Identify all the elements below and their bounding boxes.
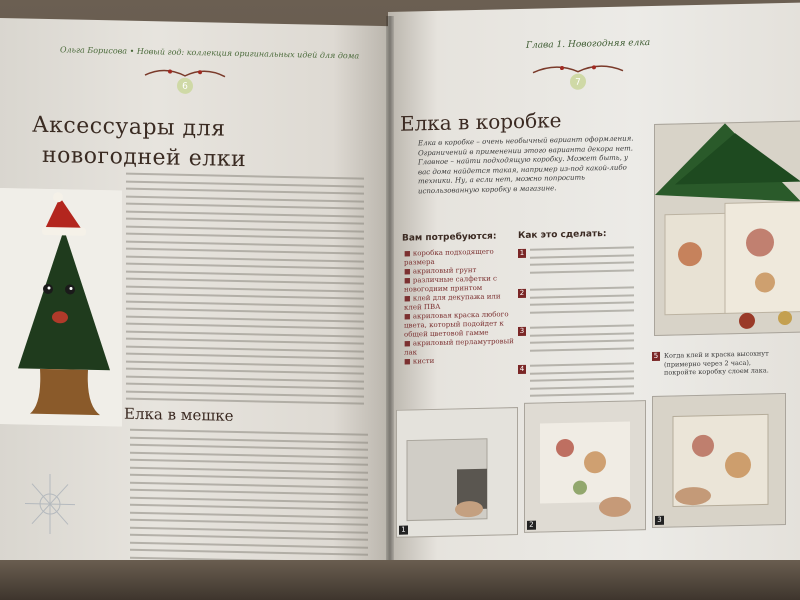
needs-item: ■ кисти bbox=[404, 356, 435, 366]
holly-ornament-right bbox=[528, 53, 628, 95]
step-text bbox=[530, 362, 634, 402]
right-page-number: 7 bbox=[575, 77, 581, 88]
left-body-text bbox=[126, 173, 364, 410]
left-title-line2: новогодней елки bbox=[42, 142, 247, 173]
needs-item: ■ различные салфетки с новогодним принтом bbox=[404, 274, 497, 294]
step-number: 1 bbox=[519, 248, 525, 258]
right-page-header: Глава 1. Новогодняя елка bbox=[526, 38, 651, 51]
right-page-title: Елка в коробке bbox=[400, 108, 562, 136]
left-title-line1: Аксессуары для bbox=[32, 112, 226, 142]
step-number: 3 bbox=[519, 326, 525, 336]
needs-item: ■ клей для декупажа или клей ПВА bbox=[404, 292, 501, 312]
left-page bbox=[0, 18, 392, 598]
step-number: 2 bbox=[519, 288, 525, 298]
right-page bbox=[388, 3, 800, 590]
tree-toy-photo bbox=[0, 188, 122, 427]
step-number: 5 bbox=[653, 351, 659, 360]
needs-item: ■ акриловый грунт bbox=[404, 265, 477, 276]
step-text bbox=[530, 324, 634, 356]
photo-number: 3 bbox=[655, 516, 664, 525]
left-page-header: Ольга Борисова • Новый год: коллекция оригинальных идей для дома bbox=[60, 45, 360, 61]
needs-title: Вам потребуются: bbox=[402, 231, 497, 244]
step5-text: Когда клей и краска высохнут (примерно через 2 часа), покройте коробку слоем лака. bbox=[664, 349, 769, 377]
photo-number: 1 bbox=[399, 526, 408, 535]
needs-item: ■ коробка подходящего размера bbox=[404, 247, 494, 267]
step-photo-1 bbox=[396, 407, 518, 538]
howto-title: Как это сделать: bbox=[518, 229, 607, 242]
left-page-title bbox=[32, 111, 246, 175]
step-text bbox=[530, 246, 634, 278]
decorated-box-photo bbox=[654, 121, 800, 336]
needs-item: ■ акриловая краска любого цвета, который подойдет к общей цветовой гамме bbox=[404, 310, 509, 339]
needs-item: ■ акриловый перламутровый лак bbox=[404, 337, 514, 357]
step-photo-2 bbox=[524, 400, 646, 533]
step-photo-3 bbox=[652, 393, 786, 528]
step-text bbox=[530, 286, 634, 318]
table-surface bbox=[0, 560, 800, 600]
photo-number: 2 bbox=[527, 521, 536, 530]
section-bag-title: Елка в мешке bbox=[124, 404, 234, 425]
holly-ornament-left bbox=[140, 57, 230, 99]
left-page-number: 6 bbox=[182, 81, 188, 92]
snowflake-decoration bbox=[20, 468, 80, 539]
book-spine-shadow bbox=[386, 16, 394, 576]
intro-text: Елка в коробке – очень необычный вариант оформления. Ограничений в применении этого варианта декора нет. Главное – найти подходящую коробку. Может быть, у вас дома найдется такая, например из-под какой-либо техники. Ну, а если нет, можно попросить использованную коробку в магазине. bbox=[418, 134, 634, 195]
step-number: 4 bbox=[519, 364, 525, 374]
needs-list bbox=[404, 247, 516, 367]
